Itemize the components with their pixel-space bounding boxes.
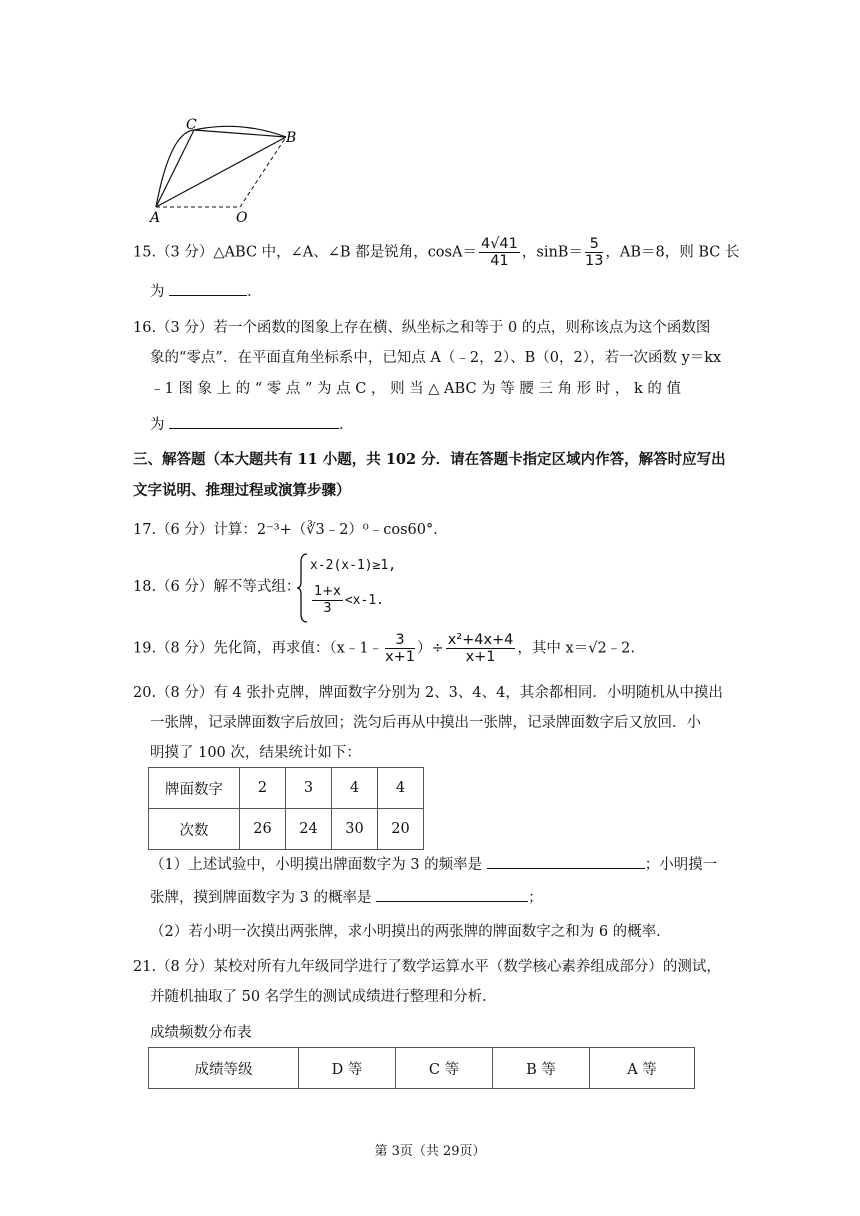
table-cell: 2 bbox=[240, 768, 286, 809]
q20-sub1-text-d: ； bbox=[528, 890, 543, 906]
q16-line4: 为 ． bbox=[150, 414, 354, 435]
label-b: B bbox=[286, 130, 297, 146]
segment-ac bbox=[156, 130, 194, 207]
q16-answer-blank[interactable] bbox=[169, 414, 339, 429]
q20-line1-text: 有 4 张扑克牌，牌面数字分别为 2、3、4、4，其余都相同．小明随机从中摸出 bbox=[213, 685, 723, 701]
q16-line1-text: 若一个函数的图象上存在横、纵坐标之和等于 0 的点，则称该点为这个函数图 bbox=[213, 320, 711, 336]
table-cell: 3 bbox=[286, 768, 332, 809]
table-cell: 牌面数字 bbox=[149, 768, 240, 809]
table-row bbox=[149, 1048, 695, 1089]
q20-score: （8 分） bbox=[156, 685, 214, 701]
q20-sub2: （2）若小明一次摸出两张牌，求小明摸出的两张牌的牌面数字之和为 6 的概率． bbox=[150, 924, 671, 940]
table-header-cell: C 等 bbox=[396, 1048, 493, 1089]
q20-sub1-text-b: ；小明摸一 bbox=[644, 857, 718, 873]
q17-text: 计算：2⁻³+（∛3﹣2）⁰﹣cos60°． bbox=[213, 522, 448, 538]
sinB-denominator: 13 bbox=[584, 253, 604, 269]
q19-line bbox=[133, 632, 635, 665]
cosA-fraction bbox=[479, 236, 520, 269]
q18-inequality2 bbox=[310, 584, 384, 617]
q18-inequality1: x-2(x-1)≥1, bbox=[310, 558, 397, 573]
q18-text: 解不等式组： bbox=[213, 579, 301, 595]
q19-score: （8 分） bbox=[156, 640, 214, 657]
sinB-fraction bbox=[585, 236, 603, 269]
q19-fraction1 bbox=[385, 632, 415, 665]
table-row bbox=[149, 809, 424, 850]
q20-number: 20. bbox=[133, 685, 157, 701]
label-c: C bbox=[186, 118, 197, 133]
q15-text-part2: ，sinB＝ bbox=[521, 244, 583, 261]
table-cell: 26 bbox=[240, 809, 286, 850]
q20-sub1-line2 bbox=[150, 887, 543, 908]
q20-answer-blank-2[interactable] bbox=[376, 887, 528, 902]
cosA-denominator: 41 bbox=[490, 253, 509, 269]
q17-line bbox=[133, 520, 448, 540]
q19-f2-den: x+1 bbox=[465, 649, 496, 665]
section3-title-line1: 三、解答题（本大题共有 11 小题，共 102 分．请在答题卡指定区域内作答，解答时应写出 bbox=[133, 451, 726, 468]
q21-line2: 并随机抽取了 50 名学生的测试成绩进行整理和分析． bbox=[150, 989, 497, 1005]
table-header-cell: A 等 bbox=[590, 1048, 695, 1089]
table-cell: 20 bbox=[378, 809, 424, 850]
q17-score: （6 分） bbox=[156, 522, 214, 538]
q19-number: 19. bbox=[133, 640, 157, 657]
q21-number: 21. bbox=[133, 959, 157, 975]
q16-line3: ﹣1 图 象 上 的 “ 零 点 ” 为 点 C ， 则 当 △ ABC 为 等 腰 三 角 形 时 ， k 的 值 bbox=[150, 381, 682, 397]
q21-table-title: 成绩频数分布表 bbox=[150, 1025, 252, 1041]
table-header-cell: D 等 bbox=[299, 1048, 396, 1089]
q20-line3: 明摸了 100 次，结果统计如下： bbox=[150, 745, 361, 761]
q21-table bbox=[148, 1047, 695, 1089]
cosA-numerator: 4√41 bbox=[480, 236, 518, 252]
q20-line1 bbox=[133, 683, 723, 703]
geometry-figure bbox=[140, 118, 300, 226]
q18-frac-den: 3 bbox=[323, 601, 332, 616]
q16-line2: 象的“零点”．在平面直角坐标系中，已知点 A（﹣2，2）、B（0，2），若一次函数 y＝kx bbox=[150, 350, 722, 366]
q20-table bbox=[148, 767, 424, 850]
table-cell: 4 bbox=[378, 768, 424, 809]
q16-score: （3 分） bbox=[156, 320, 214, 336]
label-a: A bbox=[150, 210, 161, 226]
q19-f1-num: 3 bbox=[385, 632, 415, 649]
table-cell: 30 bbox=[332, 809, 378, 850]
table-row bbox=[149, 768, 424, 809]
q19-f2-num: x²+4x+4 bbox=[447, 632, 514, 648]
table-header-cell: 成绩等级 bbox=[149, 1048, 299, 1089]
segment-cb bbox=[194, 130, 286, 137]
q15-answer-blank[interactable] bbox=[169, 281, 247, 296]
q19-text-part3: ，其中 x＝√2﹣2. bbox=[517, 640, 636, 657]
q18-line bbox=[133, 577, 300, 597]
q15-score: （3 分） bbox=[156, 244, 214, 261]
table-cell: 4 bbox=[332, 768, 378, 809]
q16-line4-text: 为 bbox=[150, 417, 165, 433]
q16-line1 bbox=[133, 318, 710, 338]
q19-text-part1: 先化简，再求值：（x﹣1﹣ bbox=[213, 640, 384, 657]
q18-number: 18. bbox=[133, 579, 157, 595]
table-cell: 24 bbox=[286, 809, 332, 850]
table-cell: 次数 bbox=[149, 809, 240, 850]
q15-line2: 为 ． bbox=[150, 281, 262, 302]
q16-number: 16. bbox=[133, 320, 157, 336]
q20-sub1-text-a: （1）上述试验中，小明摸出牌面数字为 3 的频率是 bbox=[150, 857, 483, 873]
q19-f1-den: x+1 bbox=[385, 649, 416, 665]
q15-line2-text: 为 bbox=[150, 284, 165, 300]
q15-line1 bbox=[133, 236, 740, 269]
sinB-numerator: 5 bbox=[585, 236, 603, 253]
q18-score: （6 分） bbox=[156, 579, 214, 595]
segment-ab bbox=[156, 137, 286, 207]
label-o: O bbox=[236, 210, 248, 226]
q21-line1 bbox=[133, 957, 721, 977]
q18-fraction bbox=[312, 584, 343, 617]
section3-title-line2: 文字说明、推理过程或演算步骤） bbox=[133, 482, 351, 499]
q17-number: 17. bbox=[133, 522, 157, 538]
q15-text-part1: △ABC 中，∠A、∠B 都是锐角，cosA＝ bbox=[213, 244, 477, 261]
q15-text-part3: ，AB＝8，则 BC 长 bbox=[605, 244, 740, 261]
q18-frac-num: 1+x bbox=[314, 584, 341, 599]
q20-line2: 一张牌，记录牌面数字后放回；洗匀后再从中摸出一张牌，记录牌面数字后又放回．小 bbox=[150, 715, 701, 731]
q20-sub1-line1 bbox=[150, 854, 717, 875]
q15-number: 15. bbox=[133, 244, 157, 261]
table-header-cell: B 等 bbox=[493, 1048, 590, 1089]
q18-ineq2-rest: <x-1. bbox=[344, 593, 384, 608]
page-footer: 第 3页（共 29页） bbox=[374, 1144, 486, 1159]
segment-ob bbox=[240, 137, 286, 207]
q19-text-part2: ）÷ bbox=[417, 640, 444, 657]
q21-score: （8 分） bbox=[156, 959, 214, 975]
q21-line1-text: 某校对所有九年级同学进行了数学运算水平（数学核心素养组成部分）的测试， bbox=[213, 959, 721, 975]
q20-answer-blank-1[interactable] bbox=[487, 854, 645, 869]
brace-icon bbox=[296, 552, 308, 624]
q19-fraction2 bbox=[446, 632, 516, 665]
q20-sub1-text-c: 张牌，摸到牌面数字为 3 的概率是 bbox=[150, 890, 372, 906]
